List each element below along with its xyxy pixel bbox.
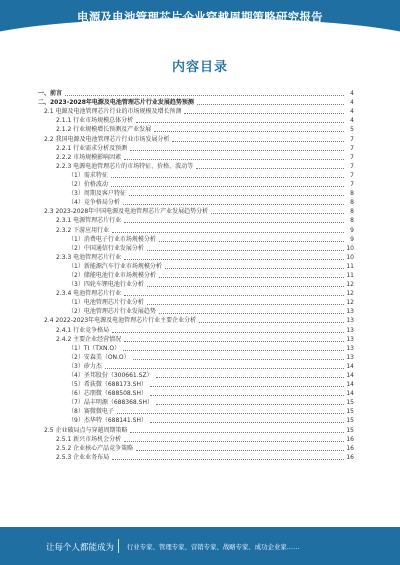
- toc-entry-label: 2.3.2 下游应用行业: [56, 226, 110, 234]
- toc-dot-leader: [172, 140, 344, 142]
- toc-entry-label: 2.2.1 行业需求分析及预测: [56, 144, 128, 152]
- toc-entry[interactable]: [38, 288, 354, 297]
- toc-entry-page: 7: [350, 162, 354, 170]
- toc-entry-page: 9: [350, 235, 354, 243]
- report-header: [0, 0, 400, 38]
- toc-entry[interactable]: [38, 306, 354, 315]
- toc-entry[interactable]: [38, 133, 354, 142]
- toc-entry[interactable]: [38, 143, 354, 152]
- toc-entry-label: （2）储能电池行业市场规模分析: [68, 271, 156, 279]
- toc-entry-label: （3）矽力杰: [68, 362, 102, 370]
- toc-entry-page: 15: [346, 408, 354, 416]
- toc-dot-leader: [112, 331, 344, 333]
- toc-dot-leader: [159, 240, 344, 242]
- toc-entry-page: 7: [350, 144, 354, 152]
- toc-entry[interactable]: [38, 352, 354, 361]
- toc-dot-leader: [147, 249, 344, 251]
- toc-entry-label: 2.5.3 企业业务布局: [56, 453, 110, 461]
- toc-dot-leader: [156, 376, 344, 378]
- toc-entry-page: 15: [346, 426, 354, 434]
- toc-dot-leader: [112, 231, 344, 233]
- toc-entry[interactable]: [38, 188, 354, 197]
- toc-entry[interactable]: [38, 424, 354, 433]
- toc-entry[interactable]: [38, 206, 354, 215]
- toc-entry-page: 4: [350, 117, 354, 125]
- toc-entry[interactable]: [38, 452, 354, 461]
- toc-entry-label: （3）周期及客户特征: [68, 190, 126, 198]
- toc-entry-label: （1）新能源汽车行业市场规模分析: [68, 262, 162, 270]
- toc-dot-leader: [111, 185, 344, 187]
- toc-entry-page: 10: [346, 253, 354, 261]
- toc-entry[interactable]: [38, 106, 354, 115]
- toc-entry-label: 2.1.1 行业市场规模总体分析: [56, 117, 134, 125]
- toc-entry-label: 2.3 2023-2028年中国电源及电池管理芯片产业发展趋势分析: [44, 208, 209, 216]
- toc-dot-leader: [150, 421, 344, 423]
- toc-dot-leader: [129, 194, 344, 196]
- toc-dot-leader: [154, 130, 344, 132]
- toc-entry-page: 13: [346, 326, 354, 334]
- toc-entry-label: （1）电池管理芯片行业分析: [68, 299, 144, 307]
- footer-roles: 行业专家、管理专家、营销专家、战略专家、成功企业家……: [127, 543, 300, 551]
- toc-dot-leader: [124, 158, 344, 160]
- toc-dot-leader: [196, 167, 344, 169]
- toc-dot-leader: [112, 458, 344, 460]
- toc-dot-leader: [211, 212, 344, 214]
- toc-entry[interactable]: [38, 434, 354, 443]
- toc-entry-label: （2）价格波动: [68, 181, 108, 189]
- toc-entry[interactable]: [38, 406, 354, 415]
- toc-entry-label: （6）芯朋微（688508.SH）: [68, 390, 147, 398]
- toc-entry[interactable]: [38, 161, 354, 170]
- toc-entry[interactable]: [38, 297, 354, 306]
- toc-entry-label: （1）消费电子行业市场规模分析: [68, 235, 156, 243]
- toc-entry-page: 12: [346, 299, 354, 307]
- toc-entry[interactable]: [38, 379, 354, 388]
- toc-entry-label: 二、2023-2028年电源及电池管理芯片行业发展趋势预测: [38, 99, 194, 107]
- toc-entry-page: 12: [346, 290, 354, 298]
- toc-dot-leader: [124, 258, 344, 260]
- toc-entry-page: 14: [346, 372, 354, 379]
- toc-dot-leader: [123, 203, 344, 205]
- toc-entry-label: （1）需求特征: [68, 171, 108, 179]
- toc-entry[interactable]: [38, 115, 354, 124]
- toc-entry[interactable]: [38, 270, 354, 279]
- toc-dot-leader: [124, 440, 344, 442]
- toc-entry-label: （2）电池管理芯片行业发展趋势: [68, 308, 156, 316]
- toc-entry-page: 11: [346, 271, 354, 279]
- toc-dot-leader: [197, 103, 344, 105]
- toc-dot-leader: [150, 385, 344, 387]
- toc-dot-leader: [136, 449, 344, 451]
- toc-entry-label: （8）赛微微电子: [68, 408, 114, 416]
- toc-entry[interactable]: [38, 388, 354, 397]
- toc-entry-page: 4: [350, 108, 354, 116]
- toc-entry-label: 2.4.2 主要企业经营情况: [56, 335, 122, 343]
- toc-entry-page: 16: [346, 444, 354, 452]
- toc-entry-page: 7: [350, 181, 354, 189]
- toc-entry[interactable]: [38, 443, 354, 452]
- report-title: 电源及电池管理芯片企业穿越周期策略研究报告: [77, 10, 323, 24]
- toc-entry-label: 2.3.4 电池管理芯片行业: [56, 290, 122, 298]
- toc-entry-page: 15: [346, 399, 354, 407]
- toc-entry[interactable]: [38, 334, 354, 343]
- toc-entry-label: 2.5.2 企业核心产品竞争策略: [56, 444, 134, 452]
- toc-dot-leader: [124, 294, 344, 296]
- toc-entry-label: （7）晶丰明源（688368.SH）: [68, 399, 153, 407]
- toc-entry-page: 16: [346, 435, 354, 443]
- toc-dot-leader: [156, 403, 344, 405]
- toc-entry-label: 2.5 企业破局点与穿越周期策略: [44, 426, 128, 434]
- toc-entry[interactable]: [38, 361, 354, 370]
- toc-entry[interactable]: [38, 397, 354, 406]
- toc-dot-leader: [124, 221, 344, 223]
- toc-entry[interactable]: [38, 252, 354, 261]
- toc-entry-label: （4）竞争格局分析: [68, 199, 120, 207]
- toc-entry[interactable]: [38, 415, 354, 424]
- toc-entry[interactable]: [38, 324, 354, 333]
- toc-entry-label: 一、前言: [38, 90, 63, 98]
- toc-heading: 内容目录: [171, 60, 228, 75]
- toc-entry-label: 2.2 我国电源及电池管理芯片行业市场发展分析: [44, 135, 170, 143]
- toc-entry[interactable]: [38, 370, 354, 379]
- toc-entry[interactable]: [38, 224, 354, 233]
- toc-entry-page: 14: [346, 390, 354, 398]
- toc-entry-label: （9）杰华特（688141.SH）: [68, 417, 147, 425]
- toc-entry-page: 7: [350, 153, 354, 161]
- toc-entry-label: 2.1.2 行业规模增长预测及产业发展: [56, 126, 152, 134]
- toc-entry-page: 8: [350, 190, 354, 198]
- toc-dot-leader: [117, 412, 344, 414]
- toc-entry-label: 2.4 2022-2023年电源及电池管理芯片行业主要企业分析: [44, 317, 197, 325]
- toc-entry-page: 13: [346, 308, 354, 316]
- report-footer: [0, 527, 400, 565]
- toc-entry-label: （1）TI（TXN.O）: [68, 344, 121, 352]
- toc-entry-label: 2.2.2 市场规模影响因素: [56, 153, 122, 161]
- toc-dot-leader: [133, 358, 344, 360]
- toc-entry-page: 13: [346, 335, 354, 343]
- toc-dot-leader: [147, 303, 344, 305]
- toc-entry[interactable]: [38, 97, 354, 106]
- toc-entry-page: 13: [346, 317, 354, 325]
- toc-dot-leader: [147, 285, 344, 287]
- table-of-contents: [38, 88, 354, 461]
- toc-entry-page: 15: [346, 417, 354, 425]
- toc-dot-leader: [150, 394, 344, 396]
- toc-dot-leader: [130, 149, 344, 151]
- toc-dot-leader: [123, 349, 344, 351]
- toc-entry[interactable]: [38, 279, 354, 288]
- toc-entry-page: 14: [346, 381, 354, 389]
- toc-entry-label: 2.3.1 电源管理芯片行业: [56, 217, 122, 225]
- toc-entry[interactable]: [38, 215, 354, 224]
- toc-entry-label: （4）圣邦股份（300661.SZ）: [68, 372, 153, 379]
- toc-entry-page: 4: [350, 99, 354, 107]
- toc-entry[interactable]: [38, 179, 354, 188]
- toc-entry-page: 8: [350, 208, 354, 216]
- toc-entry[interactable]: [38, 234, 354, 243]
- footer-slogan: 让每个人都能成为: [46, 543, 115, 553]
- toc-entry-page: 8: [350, 199, 354, 207]
- toc-dot-leader: [199, 321, 344, 323]
- toc-entry[interactable]: [38, 124, 354, 133]
- toc-entry-page: 13: [346, 344, 354, 352]
- toc-entry-label: 2.3.3 电池管理芯片行业: [56, 253, 122, 261]
- toc-dot-leader: [184, 112, 344, 114]
- toc-entry-page: 7: [350, 135, 354, 143]
- toc-entry-page: 7: [350, 171, 354, 179]
- toc-entry[interactable]: [38, 170, 354, 179]
- toc-entry-page: 13: [346, 353, 354, 361]
- toc-entry-page: 4: [350, 90, 354, 98]
- toc-entry[interactable]: [38, 243, 354, 252]
- toc-entry-label: 2.4.1 行业竞争格局: [56, 326, 110, 334]
- toc-entry-label: （2）安森美（ON.O）: [68, 353, 130, 361]
- toc-entry-page: 5: [350, 126, 354, 134]
- toc-entry[interactable]: [38, 261, 354, 270]
- footer-divider: [118, 539, 119, 553]
- toc-entry[interactable]: [38, 88, 354, 97]
- toc-entry-label: （5）希荻微（688173.SH）: [68, 381, 147, 389]
- toc-entry-page: 9: [350, 226, 354, 234]
- toc-entry-page: 10: [346, 244, 354, 252]
- toc-entry-label: （2）中国通信行业发展分析: [68, 244, 144, 252]
- toc-entry-label: 2.1 电源及电池管理芯片行业的市场规模及增长预测: [44, 108, 182, 116]
- toc-entry-page: 11: [346, 262, 354, 270]
- toc-entry-label: 2.2.3 电源电池管理芯片的市场特征、价格、波动等: [56, 162, 194, 170]
- toc-entry-page: 8: [350, 217, 354, 225]
- toc-entry-page: 12: [346, 281, 354, 289]
- toc-dot-leader: [105, 367, 344, 369]
- toc-entry[interactable]: [38, 152, 354, 161]
- toc-entry-label: 2.5.1 新兴市场机会分析: [56, 435, 122, 443]
- toc-dot-leader: [65, 94, 344, 96]
- toc-dot-leader: [136, 121, 344, 123]
- toc-entry-page: 14: [346, 362, 354, 370]
- toc-dot-leader: [130, 431, 344, 433]
- toc-dot-leader: [124, 340, 344, 342]
- toc-entry[interactable]: [38, 315, 354, 324]
- toc-dot-leader: [111, 176, 344, 178]
- toc-entry-page: 16: [346, 453, 354, 461]
- toc-dot-leader: [165, 267, 344, 269]
- toc-entry[interactable]: [38, 197, 354, 206]
- toc-dot-leader: [159, 312, 344, 314]
- toc-entry-label: （3）四轮车锂电池行业分析: [68, 281, 144, 289]
- toc-dot-leader: [159, 276, 344, 278]
- toc-entry[interactable]: [38, 343, 354, 352]
